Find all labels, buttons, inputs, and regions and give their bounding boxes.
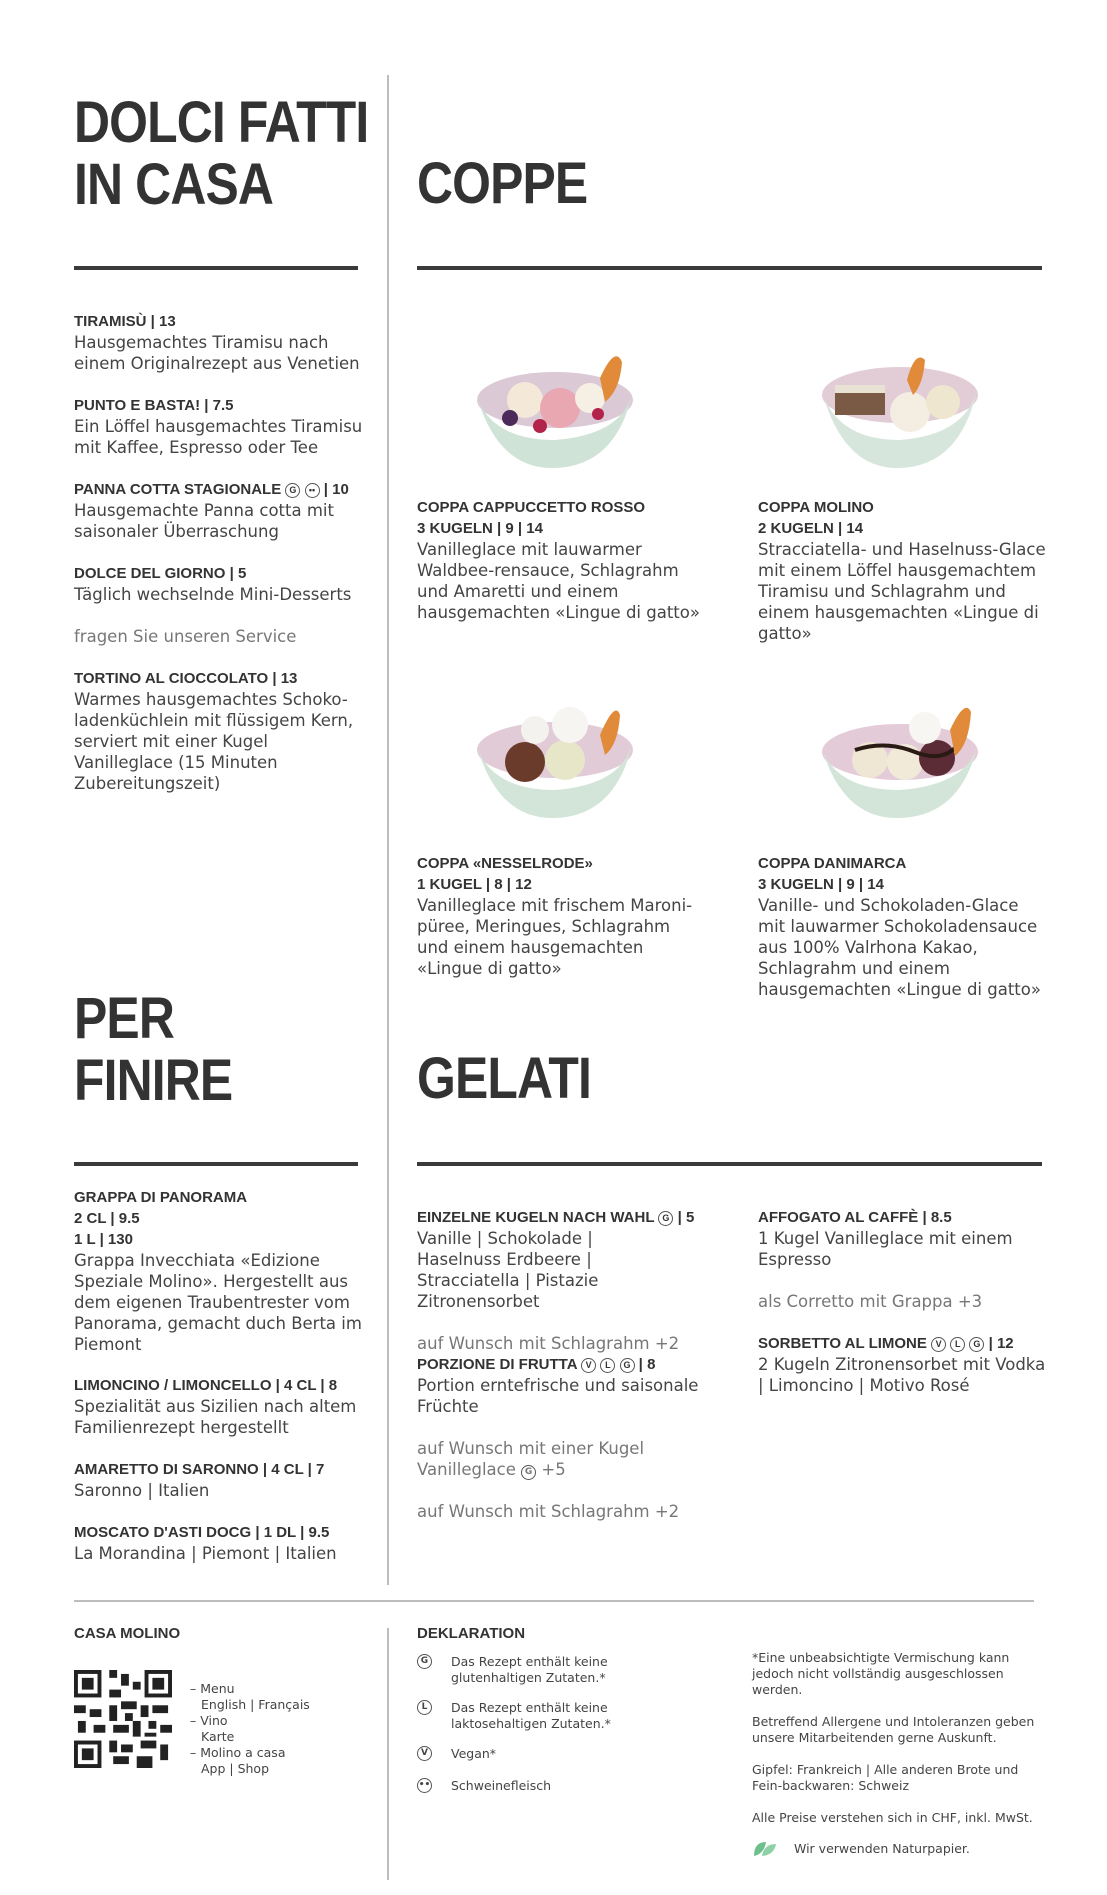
lactose-free-icon: L <box>417 1700 432 1715</box>
link-molino-a-casa[interactable]: – Molino a casa <box>190 1745 286 1760</box>
link-karte[interactable]: Karte <box>201 1729 235 1744</box>
gluten-free-icon: G <box>620 1358 635 1373</box>
per-finire-title: PER FINIRE <box>74 986 233 1113</box>
menu-item-coppa-danimarca: COPPA DANIMARCA 3 KUGELN | 9 | 14 Vanille- und Schokoladen-Glace mit lauwarmer Schokoladensauce aus 100% Valrhona Kakao, Schlagrahm und einem hausgemachten «Lingue di gatto» <box>758 855 1041 999</box>
qr-links <box>190 1681 310 1777</box>
deklaration-title: DEKLARATION <box>417 1625 526 1642</box>
link-languages[interactable]: English | Français <box>201 1697 310 1712</box>
menu-item-grappa: GRAPPA DI PANORAMA 2 CL | 9.5 1 L | 130 Grappa Invecchiata «Edizione Speziale Molino». Hergestellt aus dem eigenen Traubentrester vom Panorama, gemacht duch Berta im Piemont <box>74 1189 362 1354</box>
menu-item-coppa-nesselrode: COPPA «NESSELRODE» 1 KUGEL | 8 | 12 Vanilleglace mit frischem Maroni-püree, Meringues, Schlagrahm und einem hausgemachten «Lingue di gatto» <box>417 855 693 978</box>
menu-item-coppa-cappuccetto: COPPA CAPPUCCETTO ROSSO 3 KUGELN | 9 | 14 Vanilleglace mit lauwarmer Waldbee-rensauce, Schlagrahm und Amaretti und einem hausgemachten «Lingue di gatto» <box>417 499 700 622</box>
vegan-icon: V <box>417 1746 432 1761</box>
pork-icon: •• <box>305 483 320 498</box>
menu-item-dolce-del-giorno: DOLCE DEL GIORNO | 5 Täglich wechselnde Mini-Desserts fragen Sie unseren Service <box>74 565 352 646</box>
coppe-title: COPPE <box>417 151 588 216</box>
link-menu[interactable]: – Menu <box>190 1681 235 1696</box>
pork-icon: •• <box>417 1778 432 1793</box>
link-app-shop[interactable]: App | Shop <box>201 1761 270 1776</box>
menu-item-punto-e-basta: PUNTO E BASTA! | 7.5 Ein Löffel hausgemachtes Tiramisu mit Kaffee, Espresso oder Tee <box>74 397 363 457</box>
menu-item-frutta: PORZIONE DI FRUTTA V L G | 8 Portion erntefrische und saisonale Früchte auf Wunsch mit einer Kugel Vanilleglace G +5 auf Wunsch mit Schlagrahm +2 <box>417 1356 699 1521</box>
menu-item-tiramisu: TIRAMISÙ | 13 Hausgemachtes Tiramisu nach einem Originalrezept aus Venetien <box>74 313 360 373</box>
dolci-rule <box>74 266 358 270</box>
menu-item-affogato: AFFOGATO AL CAFFÈ | 8.5 1 Kugel Vanilleglace mit einem Espresso als Corretto mit Grappa +3 <box>758 1209 1013 1311</box>
coppa-nesselrode-image <box>470 690 640 830</box>
deklaration-legend: G Das Rezept enthält keine glutenhaltigen Zutaten.* L Das Rezept enthält keine laktosehaltigen Zutaten.* V Vegan* •• Schweinefleisch <box>418 1654 611 1793</box>
menu-item-coppa-molino: COPPA MOLINO 2 KUGELN | 14 Stracciatella- und Haselnuss-Glace mit einem Löffel hausgemachtem Tiramisu und Schlagrahm und einem hausgemachten «Lingue di gatto» <box>758 499 1046 643</box>
link-vino[interactable]: – Vino <box>190 1713 228 1728</box>
gelati-title: GELATI <box>417 1046 592 1111</box>
menu-item-moscato: MOSCATO D'ASTI DOCG | 1 DL | 9.5 La Morandina | Piemont | Italien <box>74 1524 337 1563</box>
leaf-icon <box>752 1840 778 1858</box>
lactose-free-icon: L <box>600 1358 615 1373</box>
menu-item-limoncino: LIMONCINO / LIMONCELLO | 4 CL | 8 Spezialität aus Sizilien nach altem Familienrezept hergestellt <box>74 1377 357 1437</box>
gluten-free-icon: G <box>285 483 300 498</box>
gluten-free-icon: G <box>417 1654 432 1669</box>
coppe-rule <box>417 266 1042 270</box>
menu-item-sorbetto: SORBETTO AL LIMONE V L G | 12 2 Kugeln Zitronensorbet mit Vodka | Limoncino | Motivo Rosé <box>758 1335 1046 1395</box>
coppa-cappuccetto-image <box>470 340 640 480</box>
menu-item-tortino: TORTINO AL CIOCCOLATO | 13 Warmes hausgemachtes Schoko-ladenküchlein mit flüssigem Kern, serviert mit einer Kugel Vanilleglace (15 Minuten Zubereitungszeit) <box>74 670 354 793</box>
vegan-icon: V <box>931 1337 946 1352</box>
column-divider <box>387 75 389 1585</box>
lactose-free-icon: L <box>950 1337 965 1352</box>
gelati-rule <box>417 1162 1042 1166</box>
menu-item-amaretto: AMARETTO DI SARONNO | 4 CL | 7 Saronno | Italien <box>74 1461 325 1500</box>
footer-notes: *Eine unbeabsichtigte Vermischung kann jedoch nicht vollständig ausgeschlossen werden. Betreffend Allergene und Intoleranzen geben unsere Mitarbeitenden gerne Auskunft. Gipfel: Frankreich | Alle anderen Brote und Fein-backwaren: Schweiz Alle Preise verstehen sich in CHF, inkl. MwSt. Wir verwenden Naturpapier. <box>752 1650 1035 1856</box>
footer-rule <box>74 1600 1034 1602</box>
footer-column-divider <box>387 1628 389 1880</box>
coppa-danimarca-image <box>815 690 985 830</box>
casa-molino-title: CASA MOLINO <box>74 1625 181 1642</box>
qr-code-icon[interactable] <box>74 1670 172 1768</box>
gluten-free-icon: G <box>658 1211 673 1226</box>
gluten-free-icon: G <box>969 1337 984 1352</box>
menu-item-kugeln: EINZELNE KUGELN NACH WAHL G | 5 Vanille | Schokolade | Haselnuss Erdbeere | Stracciatella | Pistazie Zitronensorbet auf Wunsch mit Schlagrahm +2 <box>417 1209 695 1353</box>
coppa-molino-image <box>815 340 985 480</box>
menu-item-panna-cotta: PANNA COTTA STAGIONALE G •• | 10 Hausgemachte Panna cotta mit saisonaler Überraschung <box>74 481 349 541</box>
paper-note: Wir verwenden Naturpapier. <box>794 1841 970 1856</box>
gluten-free-icon: G <box>521 1465 536 1480</box>
vegan-icon: V <box>581 1358 596 1373</box>
dolci-title: DOLCI FATTI IN CASA <box>74 90 369 217</box>
per-finire-rule <box>74 1162 358 1166</box>
